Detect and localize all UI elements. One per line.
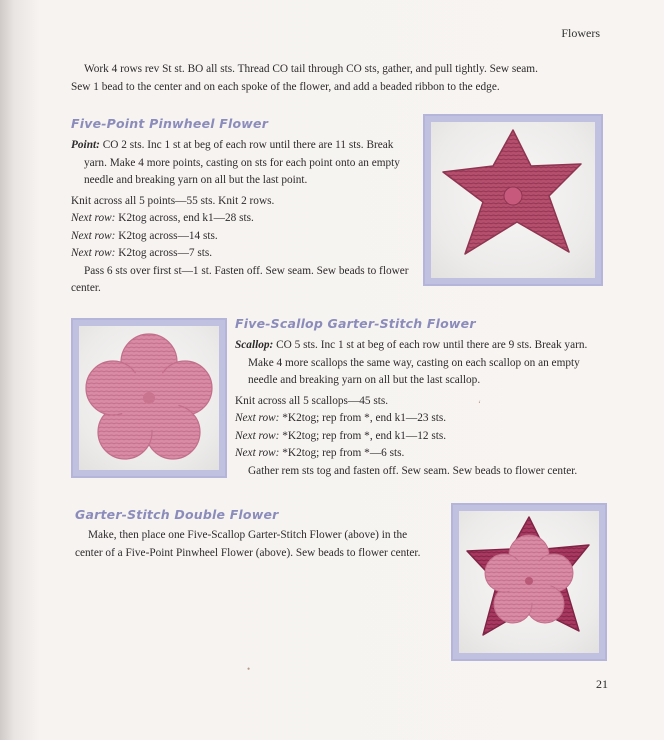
- photo-pinwheel-flower: [423, 114, 603, 286]
- running-head: Flowers: [561, 26, 600, 40]
- intro-line-2: Sew 1 bead to the center and on each spoke of the flower, and add a beaded ribbon to the edge.: [71, 80, 500, 93]
- intro-line-1: Work 4 rows rev St st. BO all sts. Thread CO tail through CO sts, gather, and pull tightly. Sew seam.: [84, 63, 538, 75]
- pinwheel-row-1: Next row: K2tog across, end k1—28 sts.: [71, 212, 254, 224]
- point-text: CO 2 sts. Inc 1 st at beg of each row until there are 11 sts. Break yarn. Make 4 more points, casting on sts for each point onto an empty needle and breaking yarn on all but the last point.: [84, 139, 400, 186]
- pinwheel-finish: Pass 6 sts over first st—1 st. Fasten off. Sew seam. Sew beads to flower center.: [71, 264, 409, 294]
- scallop-label: Scallop:: [235, 339, 274, 351]
- heading-double: Garter-Stitch Double Flower: [75, 507, 279, 522]
- heading-pinwheel: Five-Point Pinwheel Flower: [71, 116, 269, 131]
- pinwheel-flower-image: [431, 122, 595, 278]
- photo-scallop-flower: [71, 318, 227, 478]
- double-text: Make, then place one Five-Scallop Garter-Stitch Flower (above) in the center of a Five-Point Pinwheel Flower (above). Sew beads to flower center.: [75, 529, 421, 559]
- double-instructions: [75, 527, 437, 562]
- pinwheel-point-paragraph: [71, 137, 417, 190]
- paper-speck: ‘: [478, 399, 481, 409]
- pinwheel-row-3: Next row: K2tog across—7 sts.: [71, 247, 213, 259]
- pinwheel-row-2: Next row: K2tog across—14 sts.: [71, 229, 218, 242]
- double-flower-image: [459, 511, 599, 653]
- scallop-instructions: [235, 337, 611, 480]
- scallop-row-1: Next row: *K2tog; rep from *, end k1—23 sts.: [235, 412, 447, 424]
- point-label: Point:: [71, 139, 100, 151]
- scallop-flower-image: [79, 326, 219, 470]
- paper-speck: •: [247, 664, 251, 674]
- scallop-text: CO 5 sts. Inc 1 st at beg of each row until there are 9 sts. Break yarn. Make 4 more scallops the same way, casting on each scallop on an empty needle and breaking yarn on all but the last scallop.: [248, 339, 588, 386]
- pinwheel-knit-line: Knit across all 5 points—55 sts. Knit 2 rows.: [71, 194, 275, 207]
- page-number: 21: [596, 677, 608, 691]
- scallop-row-3: Next row: *K2tog; rep from *—6 sts.: [235, 447, 405, 459]
- scallop-finish: Gather rem sts tog and fasten off. Sew seam. Sew beads to flower center.: [248, 464, 578, 477]
- photo-double-flower: [451, 503, 607, 661]
- heading-scallop: Five-Scallop Garter-Stitch Flower: [235, 316, 476, 331]
- scallop-knit-line: Knit across all 5 scallops—45 sts.: [235, 394, 389, 407]
- scallop-row-2: Next row: *K2tog; rep from *, end k1—12 sts.: [235, 429, 447, 442]
- pinwheel-instructions: [71, 137, 417, 298]
- intro-text: [71, 61, 611, 96]
- scallop-paragraph: [235, 337, 611, 390]
